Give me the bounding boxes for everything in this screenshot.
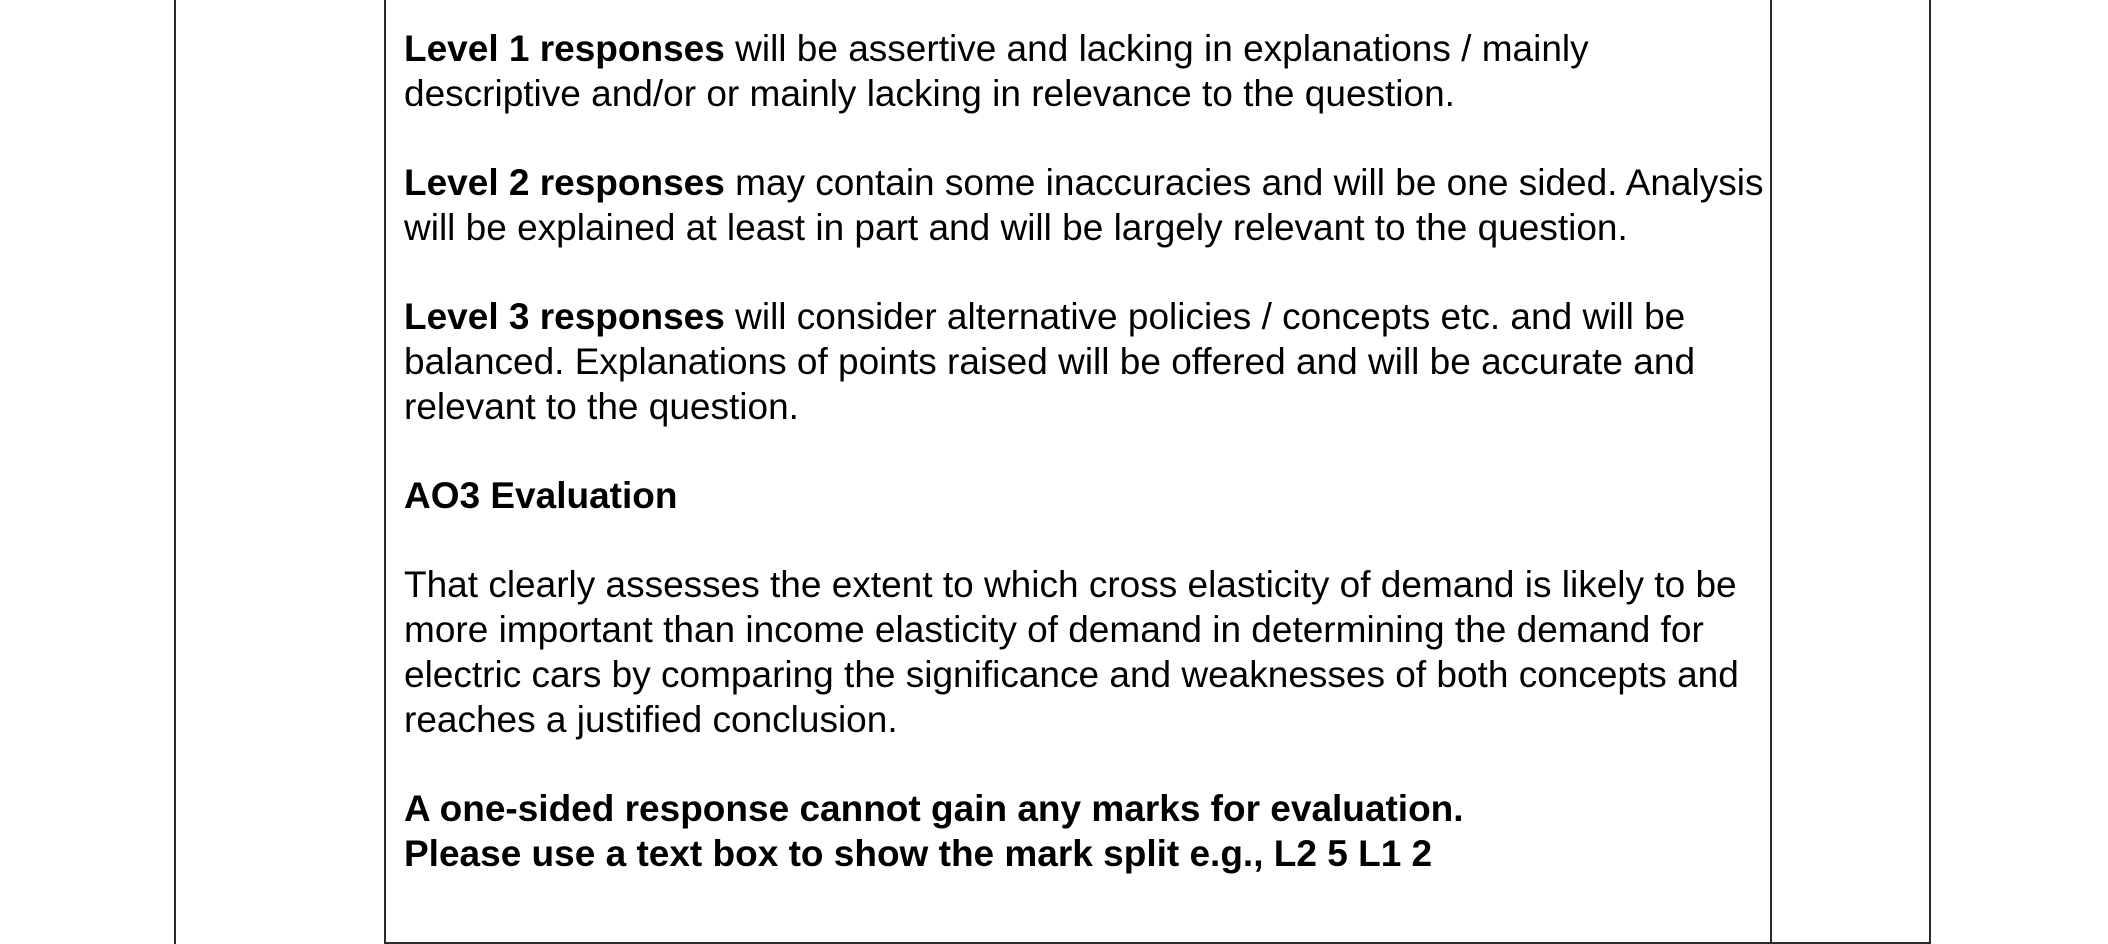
level-2-text: may contain some inaccuracies and will be one sided. Analysis will be explained at least in part and will be largely relevant to the question. <box>404 162 1764 248</box>
evaluation-notes <box>404 786 1764 876</box>
table-border-left <box>174 0 176 944</box>
level-2-paragraph <box>404 160 1764 250</box>
level-2-lead: Level 2 responses <box>404 162 725 203</box>
evaluation-text: That clearly assesses the extent to which cross elasticity of demand is likely to be more important than income elasticity of demand in determining the demand for electric cars by comparing the significance and weaknesses of both concepts and reaches a justified conclusion. <box>404 564 1739 740</box>
level-3-text: will consider alternative policies / concepts etc. and will be balanced. Explanations of points raised will be offered and will be accurate and relevant to the question. <box>404 296 1696 427</box>
level-1-text: will be assertive and lacking in explanations / mainly descriptive and/or or mainly lacking in relevance to the question. <box>404 28 1589 114</box>
table-border-content-left <box>384 0 386 944</box>
mark-scheme-content <box>404 26 1764 876</box>
table-border-right <box>1929 0 1931 944</box>
note-line-1: A one-sided response cannot gain any marks for evaluation. <box>404 788 1464 829</box>
table-border-content-right <box>1770 0 1772 944</box>
note-line-2: Please use a text box to show the mark split e.g., L2 5 L1 2 <box>404 833 1433 874</box>
level-1-lead: Level 1 responses <box>404 28 725 69</box>
level-1-paragraph <box>404 26 1764 116</box>
level-3-lead: Level 3 responses <box>404 296 725 337</box>
evaluation-heading: AO3 Evaluation <box>404 475 678 516</box>
level-3-paragraph <box>404 294 1764 429</box>
